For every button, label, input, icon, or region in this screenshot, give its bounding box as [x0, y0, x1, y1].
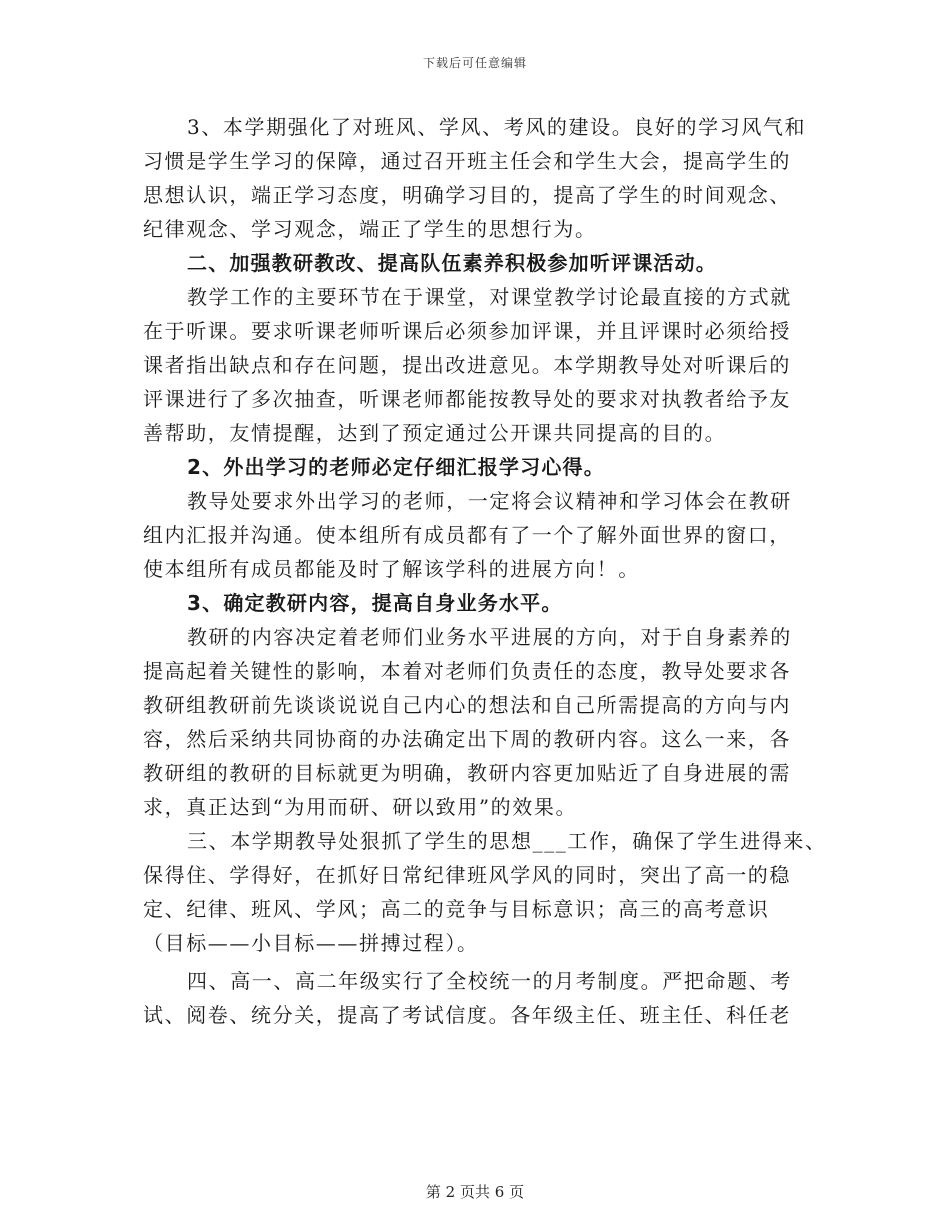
- paragraph-line: 求，真正达到“为用而研、研以致用”的效果。: [143, 795, 578, 819]
- paragraph-line: 善帮助，友情提醒，达到了预定通过公开课共同提高的目的。: [143, 421, 727, 445]
- paragraph-line: 四、高一、高二年级实行了全校统一的月考制度。严把命题、考: [187, 969, 792, 993]
- paragraph-line: 教学工作的主要环节在于课堂，对课堂教学讨论最直接的方式就: [187, 285, 792, 309]
- paragraph-line: 3、本学期强化了对班风、学风、考风的建设。良好的学习风气和: [187, 115, 807, 139]
- paragraph-line: 在于听课。要求听课老师听课后必须参加评课，并且评课时必须给授: [143, 319, 791, 343]
- document-body: [143, 110, 827, 1032]
- paragraph-line: 课者指出缺点和存在问题，提出改进意见。本学期教导处对听课后的: [143, 353, 791, 377]
- page-header: 下载后可任意编辑: [422, 56, 527, 70]
- paragraph-line: 教导处要求外出学习的老师，一定将会议精神和学习体会在教研: [187, 489, 792, 513]
- paragraph-line: 保得住、学得好，在抓好日常纪律班风学风的同时，突出了高一的稳: [143, 863, 791, 887]
- paragraph-line: 教研的内容决定着老师们业务水平进展的方向，对于自身素养的: [187, 625, 792, 649]
- paragraph-line: （目标——小目标——拼搏过程）。: [143, 931, 479, 955]
- paragraph-line: 提高起着关键性的影响，本着对老师们负责任的态度，教导处要求各: [143, 659, 791, 683]
- paragraph-line: 组内汇报并沟通。使本组所有成员都有了一个了解外面世界的窗口，: [143, 523, 791, 547]
- paragraph-line: 三、本学期教导处狠抓了学生的思想___工作，确保了学生进得来、: [187, 829, 827, 853]
- paragraph-line: 教研组教研前先谈谈说说自己内心的想法和自己所需提高的方向与内: [143, 693, 791, 717]
- paragraph-line: 教研组的教研的目标就更为明确，教研内容更加贴近了自身进展的需: [143, 761, 791, 785]
- section-heading: 2、外出学习的老师必定仔细汇报学习心得。: [187, 455, 605, 479]
- paragraph-line: 思想认识，端正学习态度，明确学习目的，提高了学生的时间观念、: [143, 183, 791, 207]
- paragraph-line: 评课进行了多次抽查，听课老师都能按教导处的要求对执教者给予友: [143, 387, 791, 411]
- paragraph-line: 使本组所有成员都能及时了解该学科的进展方向！。: [143, 557, 640, 581]
- section-heading: 二、加强教研教改、提高队伍素养积极参加听评课活动。: [187, 251, 717, 275]
- paragraph-line: 定、纪律、班风、学风；高二的竞争与目标意识；高三的高考意识: [143, 897, 770, 921]
- paragraph-line: 纪律观念、学习观念，端正了学生的思想行为。: [143, 217, 597, 241]
- section-heading: 3、确定教研内容，提高自身业务水平。: [187, 591, 563, 615]
- paragraph-line: 习惯是学生学习的保障，通过召开班主任会和学生大会，提高学生的: [143, 149, 791, 173]
- page-number-footer: 第 2 页共 6 页: [425, 1183, 525, 1201]
- paragraph-line: 试、阅卷、统分关，提高了考试信度。各年级主任、班主任、科任老: [143, 1003, 791, 1027]
- paragraph-line: 容，然后采纳共同协商的办法确定出下周的教研内容。这么一来，各: [143, 727, 791, 751]
